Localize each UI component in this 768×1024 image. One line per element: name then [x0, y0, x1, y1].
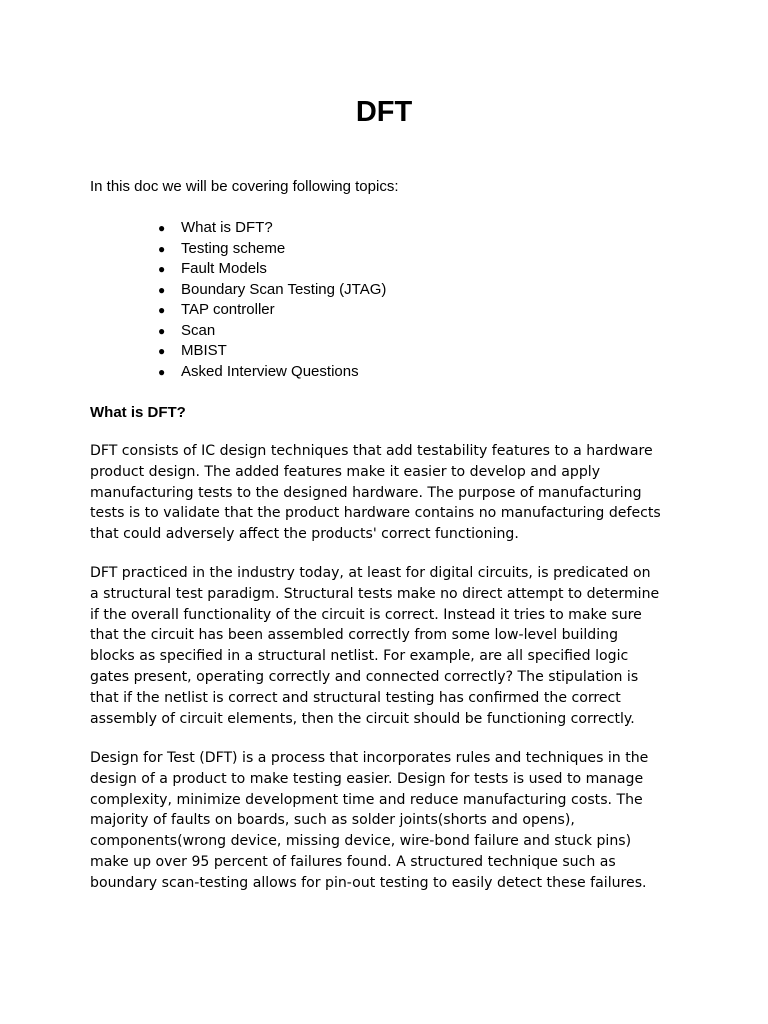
list-item — [156, 280, 386, 301]
topic-label: Scan — [181, 321, 216, 339]
list-item — [156, 259, 386, 280]
topics-list — [156, 218, 386, 382]
paragraph-2 — [90, 563, 690, 729]
bullet-icon: ● — [158, 282, 166, 297]
topic-label: MBIST — [181, 342, 227, 359]
paragraph-line: that could adversely affect the products' correct functioning. — [90, 526, 519, 543]
paragraph-line: that the circuit has been assembled correctly from some low-level building — [90, 627, 619, 644]
bullet-icon: ● — [158, 221, 166, 235]
paragraph-line: that if the netlist is correct and structural testing has confirmed the correct — [90, 689, 621, 706]
paragraph-3 — [90, 748, 690, 894]
paragraph-line: complexity, minimize development time and reduce manufacturing costs. The — [90, 791, 643, 808]
paragraph-line: if the overall functionality of the circuit is correct. Instead it tries to make sure — [90, 606, 642, 623]
topic-label: TAP controller — [181, 301, 275, 318]
list-item — [156, 300, 386, 321]
bullet-icon: ● — [158, 364, 166, 379]
topic-label: Boundary Scan Testing (JTAG) — [181, 280, 387, 298]
list-item — [156, 239, 386, 260]
bullet-icon: ● — [158, 303, 166, 317]
paragraph-line: gates present, operating correctly and connected correctly? The stipulation is — [90, 668, 639, 685]
intro-text: In this doc we will be covering following topics: — [90, 178, 399, 195]
paragraph-line: DFT consists of IC design techniques that add testability features to a hardware — [90, 443, 653, 459]
list-item — [156, 218, 386, 239]
paragraph-line: majority of faults on boards, such as solder joints(shorts and opens), — [90, 812, 575, 829]
paragraph-line: make up over 95 percent of failures found. A structured technique such as — [90, 853, 616, 870]
paragraph-line: a structural test paradigm. Structural tests make no direct attempt to determine — [90, 585, 660, 602]
paragraph-line: Design for Test (DFT) is a process that incorporates rules and techniques in the — [90, 750, 649, 766]
paragraph-line: boundary scan-testing allows for pin-out testing to easily detect these failures. — [90, 874, 647, 891]
list-item — [156, 321, 386, 342]
list-item — [156, 362, 386, 383]
paragraph-line: assembly of circuit elements, then the circuit should be functioning correctly. — [90, 710, 635, 727]
paragraph-line: DFT practiced in the industry today, at least for digital circuits, is predicated on — [90, 565, 651, 581]
paragraph-line: design of a product to make testing easier. Design for tests is used to manage — [90, 770, 644, 787]
paragraph-line: product design. The added features make it easier to develop and apply — [90, 463, 601, 480]
paragraph-line: components(wrong device, missing device, wire-bond failure and stuck pins) — [90, 833, 632, 850]
bullet-icon: ● — [158, 344, 166, 358]
paragraph-line: manufacturing tests to the designed hardware. The purpose of manufacturing — [90, 484, 642, 501]
list-item — [156, 341, 386, 362]
paragraph-line: tests is to validate that the product hardware contains no manufacturing defects — [90, 505, 661, 522]
bullet-icon: ● — [158, 262, 166, 276]
document-title: DFT — [355, 96, 413, 128]
paragraph-line: blocks as specified in a structural netlist. For example, are all specified logic — [90, 648, 629, 665]
topic-label: Fault Models — [181, 260, 267, 277]
topic-label: What is DFT? — [181, 219, 273, 236]
bullet-icon: ● — [158, 323, 166, 338]
bullet-icon: ● — [158, 241, 166, 256]
paragraph-1 — [90, 441, 690, 545]
topic-label: Asked Interview Questions — [181, 362, 359, 380]
section-heading: What is DFT? — [90, 404, 186, 421]
topic-label: Testing scheme — [181, 239, 286, 257]
